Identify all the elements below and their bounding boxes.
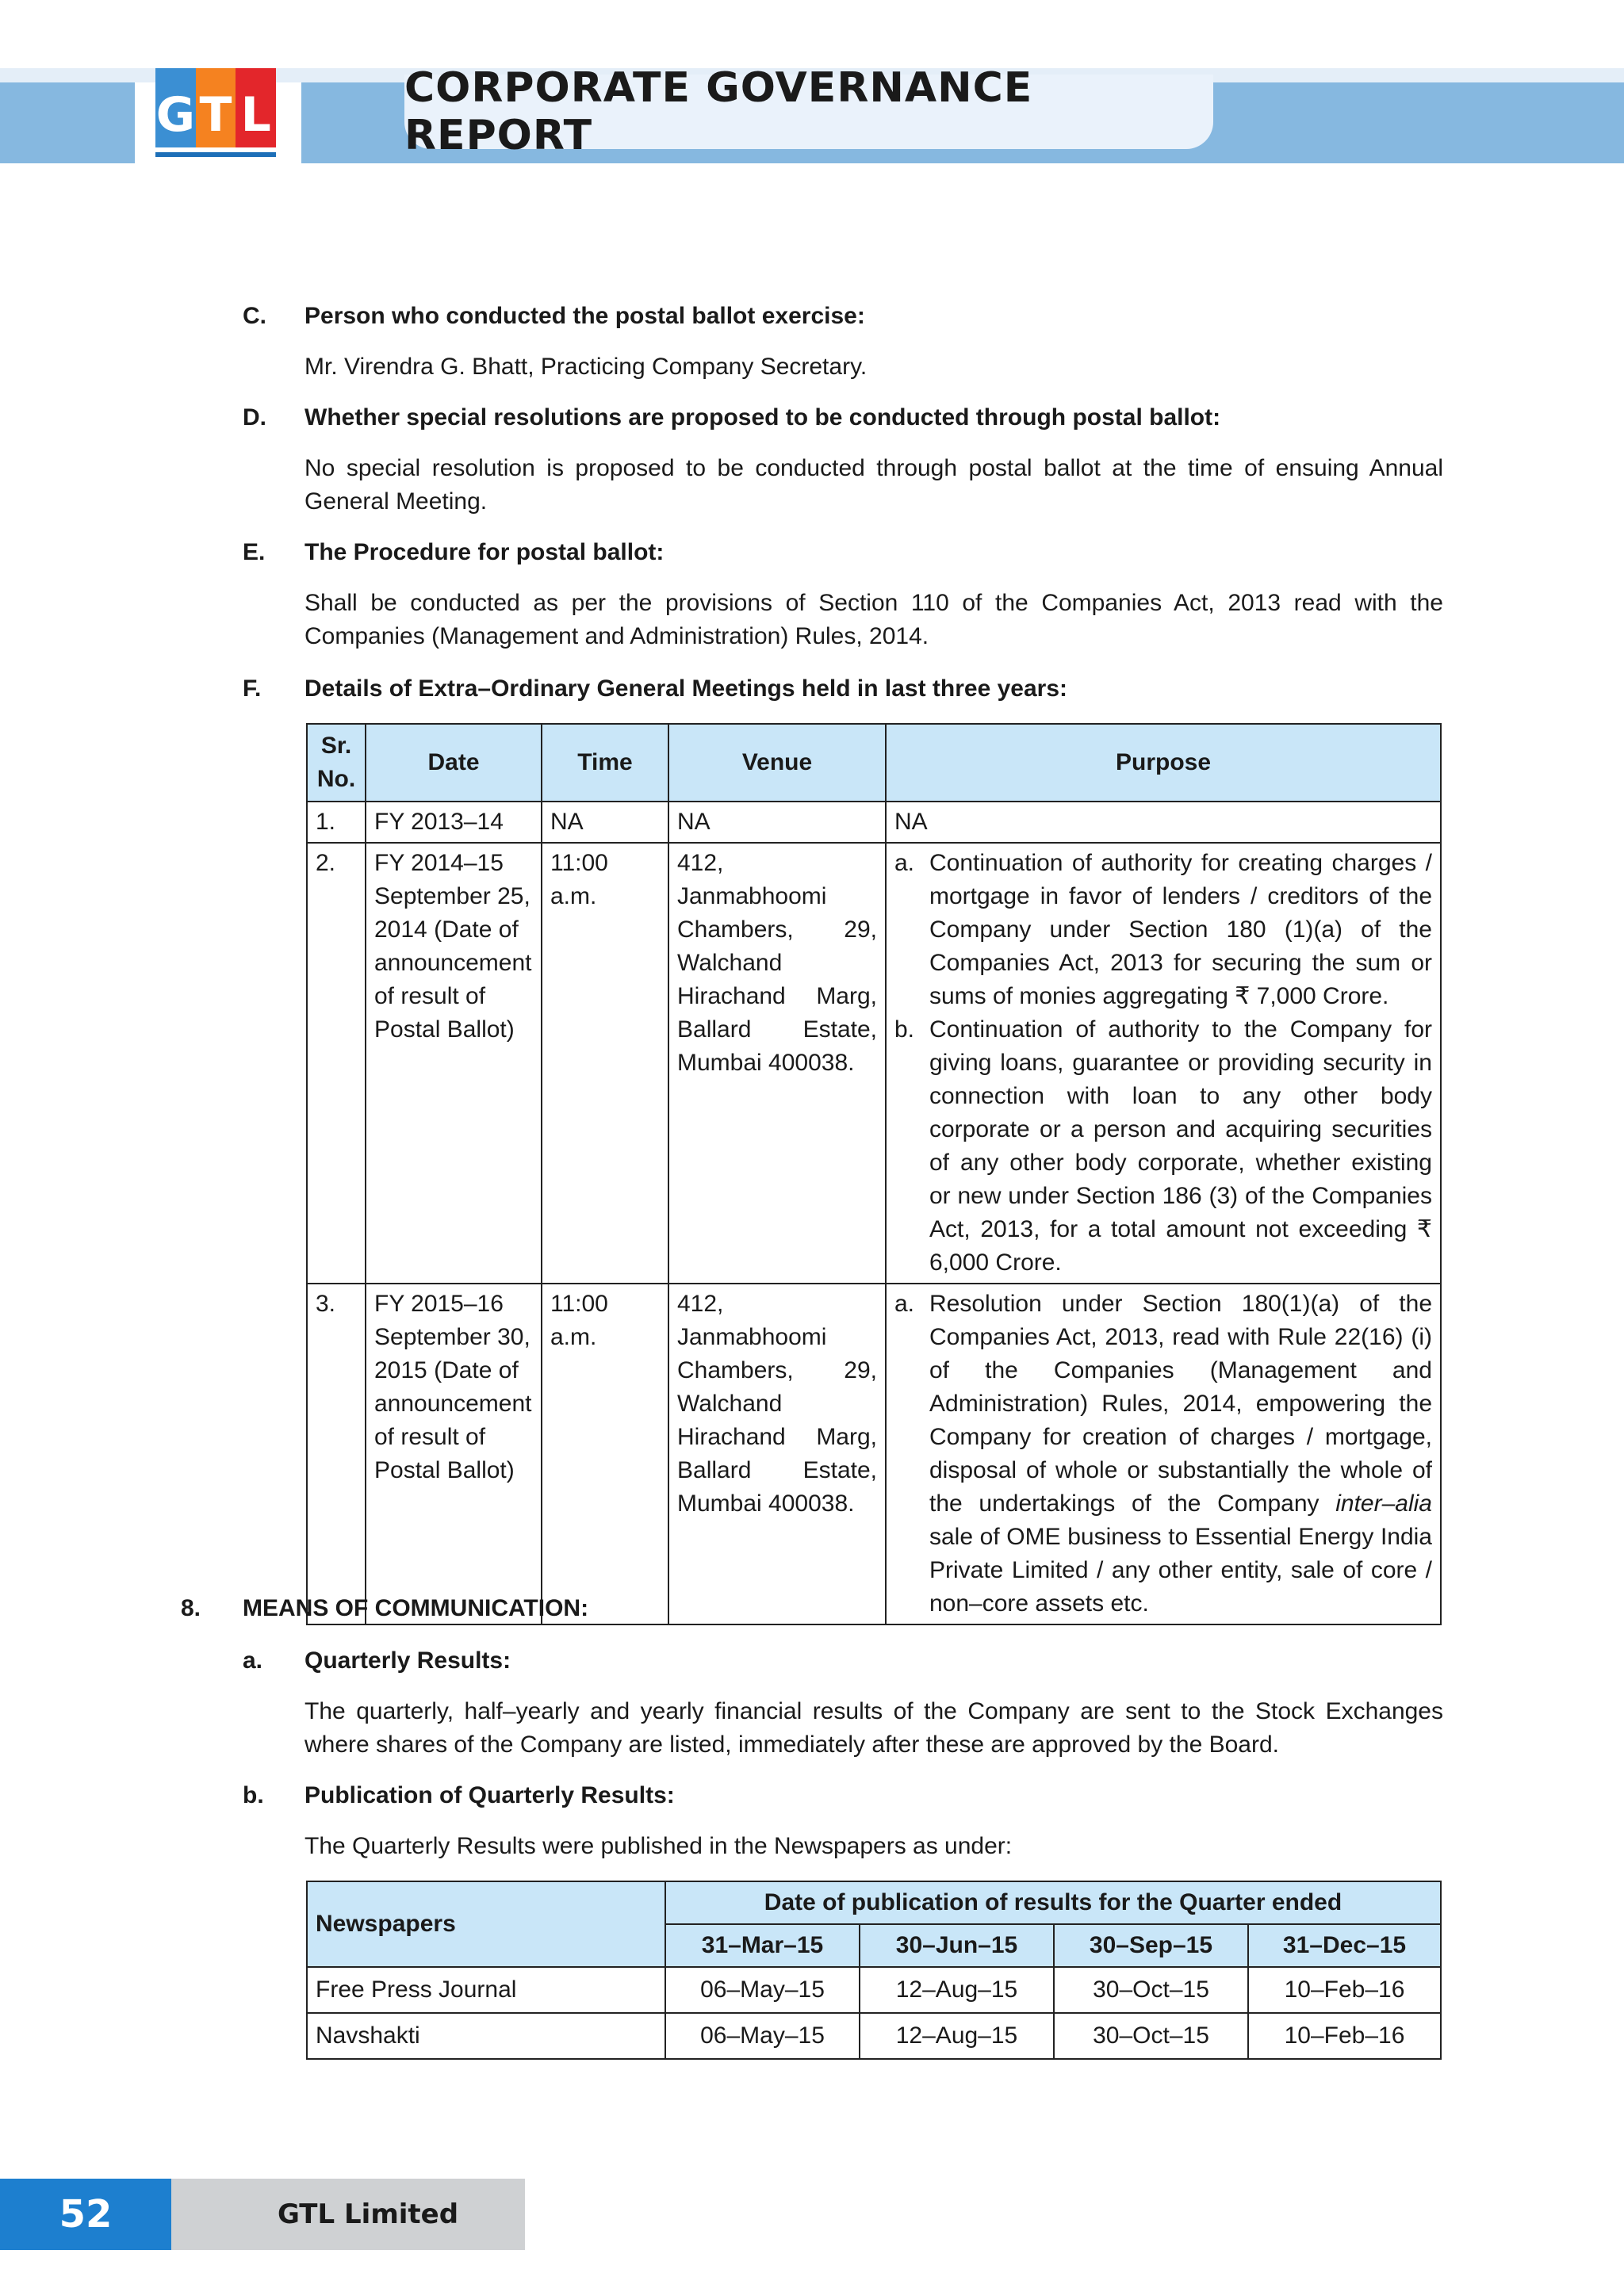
qr-date: 10–Feb–16 — [1248, 1967, 1441, 2013]
section-8b-label: b. — [243, 1782, 264, 1808]
section-e-text: Shall be conducted as per the provisions of Section 110 of the Companies Act, 2013 read with the Companies (Management and Administration) Rules, 2014. — [304, 590, 1443, 649]
section-8a-label: a. — [243, 1647, 263, 1674]
qr-date: 12–Aug–15 — [860, 2013, 1054, 2059]
qr-date: 06–May–15 — [665, 2013, 860, 2059]
purpose-item-text: Continuation of authority for creating charges / mortgage in favor of lenders / creditors of the Company under Section 180 (1)(a) of the Companies Act, 2013 for securing the sum or sums of monies aggregating ₹ 7,000 Crore. — [929, 850, 1432, 1009]
purpose-item — [894, 847, 1432, 1013]
section-8b-text: The Quarterly Results were published in the Newspapers as under: — [304, 1833, 1013, 1859]
purpose-text-part: sale of OME business to Essential Energy India Private Limited / any other entity, sale of core / non–core assets etc. — [929, 1524, 1432, 1617]
egm-date: FY 2014–15 September 25, 2014 (Date of announcement of result of Postal Ballot) — [366, 843, 542, 1284]
logo-underline — [155, 152, 276, 157]
egm-purpose: NA — [886, 802, 1441, 843]
qr-col-quarter: 31–Dec–15 — [1248, 1924, 1441, 1967]
section-d-text: No special resolution is proposed to be conducted through postal ballot at the time of ensuing Annual General Meeting. — [304, 455, 1443, 515]
egm-time: 11:00 a.m. — [542, 843, 668, 1284]
gtl-logo — [155, 68, 276, 165]
egm-sr: 3. — [307, 1284, 366, 1624]
egm-purpose — [886, 843, 1441, 1284]
page-title: CORPORATE GOVERNANCE REPORT — [404, 64, 1033, 159]
qr-col-newspapers: Newspapers — [307, 1881, 665, 1967]
section-f-label: F. — [243, 675, 262, 702]
section-f-heading: Details of Extra–Ordinary General Meetings held in last three years: — [304, 675, 1068, 702]
egm-date: FY 2013–14 — [366, 802, 542, 843]
section-c-text: Mr. Virendra G. Bhatt, Practicing Company Secretary. — [304, 354, 868, 380]
purpose-text-italic: inter–alia — [1335, 1490, 1432, 1517]
table-row — [307, 802, 1441, 843]
egm-venue: NA — [668, 802, 886, 843]
purpose-item-text: Continuation of authority to the Company for giving loans, guarantee or providing security in connection with loan to any other body corporate or a person and acquiring securities of any other body corporate, whether existing or new under Section 186 (3) of the Companies Act, 2013, for a total amount not exceeding ₹ 6,000 Crore. — [929, 1016, 1432, 1276]
qr-group-header: Date of publication of results for the Quarter ended — [665, 1881, 1441, 1924]
table-row — [307, 1967, 1441, 2013]
header-band-left — [0, 82, 135, 163]
qr-date: 06–May–15 — [665, 1967, 860, 2013]
purpose-text-part: Resolution under Section 180(1)(a) of the Companies Act, 2013, read with Rule 22(16) (i) of the Companies (Management and Administration) Rules, 2014, empowering the Company for creation of charges / mortgage, disposal of whole or substantially the whole of the undertakings of the Company — [929, 1291, 1432, 1517]
egm-venue: 412, Janmabhoomi Chambers, 29, Walchand Hirachand Marg, Ballard Estate, Mumbai 400038. — [668, 843, 886, 1284]
section-8-label: 8. — [181, 1595, 201, 1621]
qr-date: 30–Oct–15 — [1054, 1967, 1248, 2013]
table-row — [307, 1284, 1441, 1624]
purpose-item-text — [929, 1288, 1432, 1621]
purpose-item — [894, 1288, 1432, 1621]
qr-header-row — [307, 1881, 1441, 1924]
table-row — [307, 843, 1441, 1284]
section-c-heading: Person who conducted the postal ballot exercise: — [304, 303, 865, 329]
quarterly-results-table — [306, 1881, 1442, 2060]
purpose-item — [894, 1013, 1432, 1280]
purpose-item-label: b. — [894, 1016, 915, 1043]
header-title-tab — [404, 64, 1213, 159]
qr-col-quarter: 30–Sep–15 — [1054, 1924, 1248, 1967]
section-8-heading: MEANS OF COMMUNICATION: — [243, 1595, 589, 1621]
qr-col-quarter: 31–Mar–15 — [665, 1924, 860, 1967]
logo-letter-t: T — [196, 68, 236, 147]
egm-sr: 2. — [307, 843, 366, 1284]
section-d-heading: Whether special resolutions are proposed to be conducted through postal ballot: — [304, 404, 1221, 430]
qr-date: 10–Feb–16 — [1248, 2013, 1441, 2059]
page-number: 52 — [0, 2179, 171, 2250]
egm-col-purpose: Purpose — [886, 724, 1441, 802]
egm-col-venue: Venue — [668, 724, 886, 802]
table-row — [307, 2013, 1441, 2059]
egm-venue: 412, Janmabhoomi Chambers, 29, Walchand Hirachand Marg, Ballard Estate, Mumbai 400038. — [668, 1284, 886, 1624]
section-8a-heading: Quarterly Results: — [304, 1647, 511, 1674]
section-c-label: C. — [243, 303, 266, 329]
purpose-item-label: a. — [894, 850, 915, 876]
qr-date: 30–Oct–15 — [1054, 2013, 1248, 2059]
egm-col-time: Time — [542, 724, 668, 802]
section-d-label: D. — [243, 404, 266, 430]
egm-time: 11:00 a.m. — [542, 1284, 668, 1624]
egm-purpose — [886, 1284, 1441, 1624]
qr-newspaper: Navshakti — [307, 2013, 665, 2059]
egm-col-date: Date — [366, 724, 542, 802]
qr-col-quarter: 30–Jun–15 — [860, 1924, 1054, 1967]
section-8a-text: The quarterly, half–yearly and yearly financial results of the Company are sent to the Stock Exchanges where shares of the Company are listed, immediately after these are approved by the Board. — [304, 1698, 1443, 1758]
logo-letter-g: G — [155, 68, 196, 147]
logo-letter-l: L — [236, 68, 276, 147]
qr-date: 12–Aug–15 — [860, 1967, 1054, 2013]
footer-company: GTL Limited — [171, 2179, 525, 2250]
section-e-label: E. — [243, 539, 266, 565]
egm-header-row — [307, 724, 1441, 802]
egm-sr: 1. — [307, 802, 366, 843]
egm-table — [306, 723, 1442, 1625]
purpose-item-label: a. — [894, 1291, 915, 1317]
egm-date: FY 2015–16 September 30, 2015 (Date of announcement of result of Postal Ballot) — [366, 1284, 542, 1624]
egm-time: NA — [542, 802, 668, 843]
qr-newspaper: Free Press Journal — [307, 1967, 665, 2013]
section-8b-heading: Publication of Quarterly Results: — [304, 1782, 675, 1808]
section-e-heading: The Procedure for postal ballot: — [304, 539, 665, 565]
egm-col-sr: Sr. No. — [307, 724, 366, 802]
